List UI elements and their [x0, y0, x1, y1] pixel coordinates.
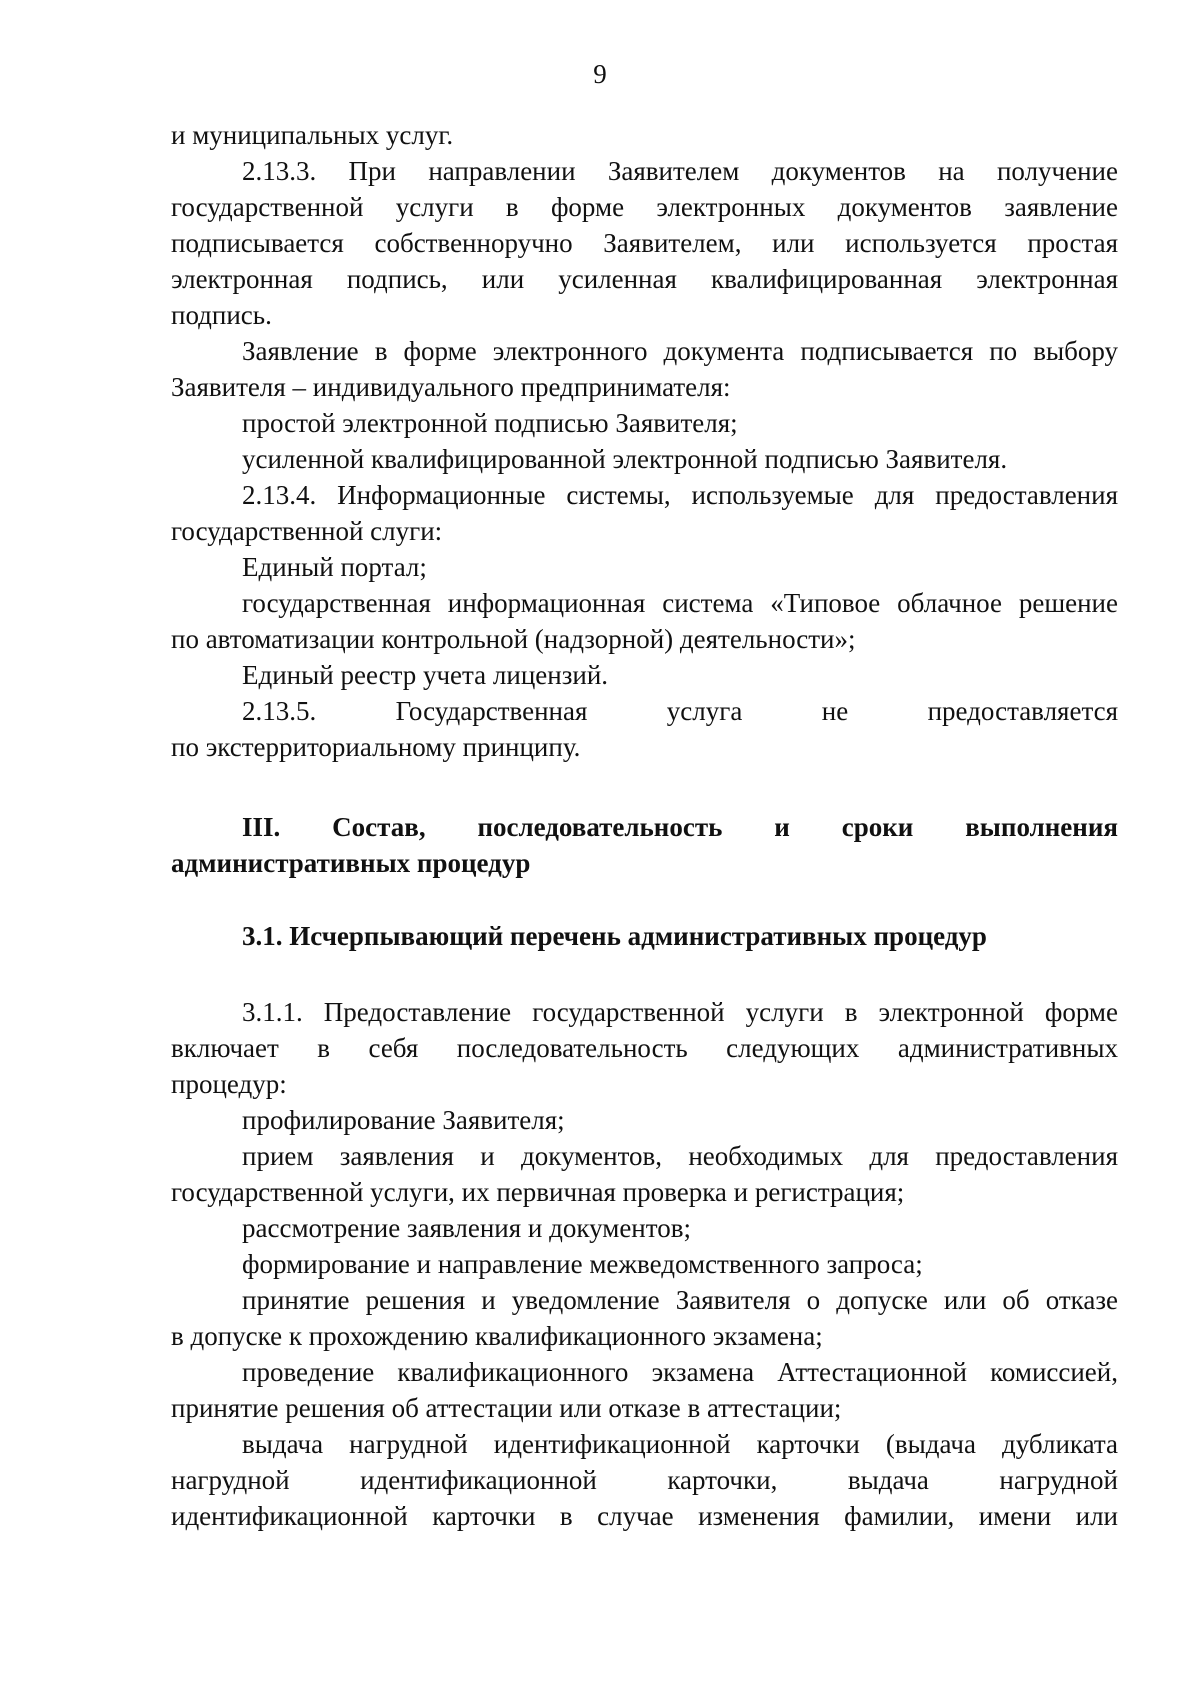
text-line: проведение квалификационного экзамена Аттестационной комиссией, [242, 1357, 1118, 1387]
text-line: принятие решения об аттестации или отказе в аттестации; [171, 1393, 842, 1423]
text-line: 2.13.5. Государственная услуга не предоставляется [242, 696, 1118, 726]
text-line: усиленной квалифицированной электронной подписью Заявителя. [242, 444, 1008, 474]
text-line: государственная информационная система «Типовое облачное решение [242, 588, 1118, 618]
text-line: 2.13.3. При направлении Заявителем документов на получение [242, 156, 1118, 186]
text-line: государственной услуги в форме электронных документов заявление [171, 192, 1118, 222]
text-line: электронная подпись, или усиленная квалифицированная электронная [171, 264, 1118, 294]
text-line: рассмотрение заявления и документов; [242, 1213, 691, 1243]
text-line: государственной услуги, их первичная проверка и регистрация; [171, 1177, 905, 1207]
text-line: Заявление в форме электронного документа подписывается по выбору [242, 336, 1118, 366]
text-line: процедур: [171, 1069, 287, 1099]
text-line: в допуске к прохождению квалификационного экзамена; [171, 1321, 823, 1351]
text-line: идентификационной карточки в случае изменения фамилии, имени или [171, 1501, 1118, 1531]
text-line: государственной слуги: [171, 516, 443, 546]
text-line: подпись. [171, 300, 272, 330]
text-line: нагрудной идентификационной карточки, выдача нагрудной [171, 1465, 1118, 1495]
text-line: прием заявления и документов, необходимых для предоставления [242, 1141, 1118, 1171]
text-line: Единый реестр учета лицензий. [242, 660, 609, 690]
subsection-heading: 3.1. Исчерпывающий перечень административных процедур [242, 921, 987, 951]
page-number: 9 [593, 59, 607, 89]
section-heading: III. Состав, последовательность и сроки выполнения [242, 812, 1118, 842]
text-line: выдача нагрудной идентификационной карточки (выдача дубликата [242, 1429, 1118, 1459]
text-line: принятие решения и уведомление Заявителя о допуске или об отказе [242, 1285, 1118, 1315]
text-line: 3.1.1. Предоставление государственной услуги в электронной форме [242, 997, 1118, 1027]
text-line: и муниципальных услуг. [171, 120, 454, 150]
text-line: включает в себя последовательность следующих административных [171, 1033, 1118, 1063]
text-line: подписывается собственноручно Заявителем, или используется простая [171, 228, 1118, 258]
text-line: Единый портал; [242, 552, 427, 582]
text-line: формирование и направление межведомственного запроса; [242, 1249, 923, 1279]
text-line: по экстерриториальному принципу. [171, 732, 581, 762]
section-heading: административных процедур [171, 848, 531, 878]
text-line: по автоматизации контрольной (надзорной) деятельности»; [171, 624, 856, 654]
text-line: профилирование Заявителя; [242, 1105, 565, 1135]
text-line: простой электронной подписью Заявителя; [242, 408, 738, 438]
text-line: 2.13.4. Информационные системы, используемые для предоставления [242, 480, 1118, 510]
text-line: Заявителя – индивидуального предпринимателя: [171, 372, 731, 402]
